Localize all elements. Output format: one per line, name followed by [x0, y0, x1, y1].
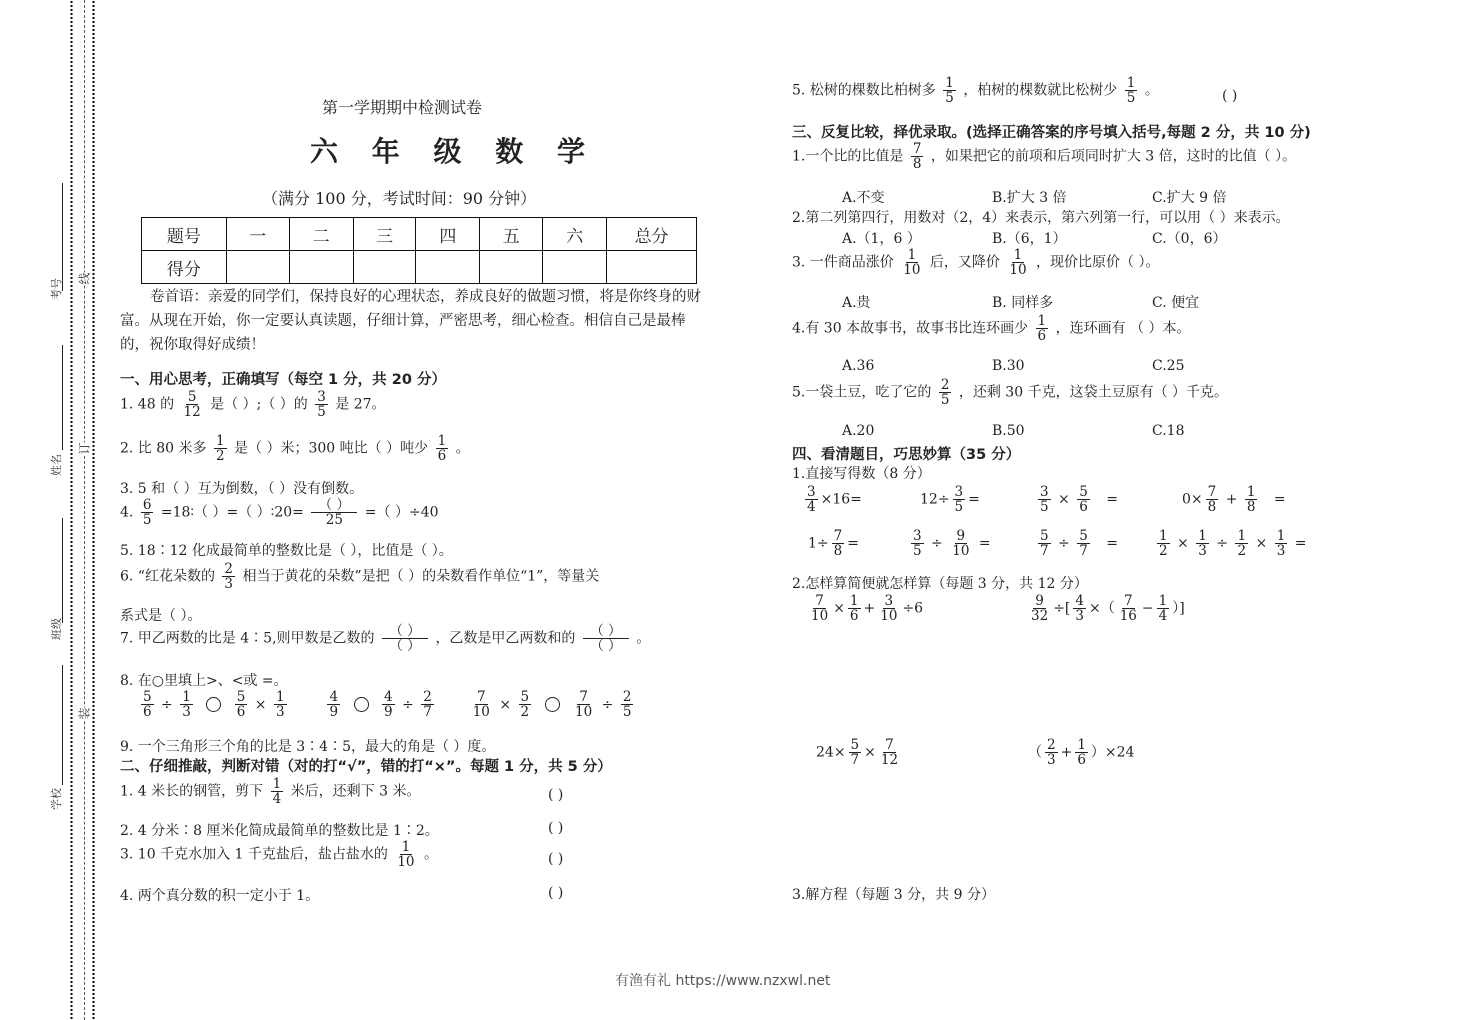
- s4-part-3-title: 3.解方程（每题 3 分，共 9 分）: [792, 887, 995, 903]
- mental-math-6: $\frac{3}{5}$ ÷ $\frac{9}{10}$ =: [913, 528, 991, 560]
- s3-question-4: [792, 314, 1190, 343]
- s2-answer-bracket-1[interactable]: ( ): [548, 787, 564, 803]
- s3-q4-option-b[interactable]: B.30: [992, 358, 1025, 374]
- fraction: $\frac{2}{5}$: [940, 377, 950, 409]
- question-text: 1. 4 米长的钢管，剪下: [120, 783, 264, 800]
- s3-q1-option-b[interactable]: B.扩大 3 倍: [992, 190, 1067, 206]
- s2-answer-bracket-5[interactable]: ( ): [1222, 88, 1238, 104]
- section-2-title: 二、仔细推敲，判断对错（对的打“√”，错的打“×”。每题 1 分，共 5 分）: [120, 759, 612, 775]
- s3-q3-option-c[interactable]: C. 便宜: [1152, 295, 1200, 311]
- s3-q5-option-c[interactable]: C.18: [1152, 423, 1185, 439]
- fraction: $\frac{1}{10}$: [903, 247, 921, 279]
- s3-q3-option-b[interactable]: B. 同样多: [992, 295, 1054, 311]
- s1-question-6: [120, 562, 599, 591]
- compare-circle[interactable]: [206, 697, 221, 712]
- question-text: 是 27。: [335, 396, 386, 413]
- question-text: 5.一袋土豆，吃了它的: [792, 384, 932, 401]
- score-cell[interactable]: [607, 251, 697, 284]
- s2-question-4: 4. 两个真分数的积一定小于 1。: [120, 888, 320, 904]
- school-line[interactable]: [62, 665, 63, 785]
- score-cell[interactable]: [226, 251, 289, 284]
- question-text: 米后，还剩下 3 米。: [290, 783, 421, 800]
- mental-math-2: 12÷ $\frac{3}{5}$ =: [920, 484, 980, 516]
- s3-question-1: [792, 142, 1296, 171]
- s3-q2-option-b[interactable]: B.（6，1）: [992, 231, 1067, 247]
- question-text: 3. 一件商品涨价: [792, 254, 894, 271]
- question-text: =（ ）÷40: [364, 504, 439, 521]
- fraction: $\frac{1}{2}$: [215, 433, 225, 465]
- simplify-expr-2: $\frac{9}{32}$ ÷[ $\frac{4}{3}$ ×（ $\frac{7}{16}$ − $\frac{1}{4}$ ）]: [1031, 593, 1185, 625]
- score-table-header: 总分: [607, 218, 697, 251]
- fraction: $\frac{( )}{25}$: [311, 498, 357, 527]
- fraction: $\frac{1}{10}$: [397, 839, 415, 871]
- section-3-title: 三、反复比较，择优录取。(选择正确答案的序号填入括号,每题 2 分，共 10 分): [792, 125, 1311, 141]
- fraction: $\frac{1}{4}$: [272, 776, 282, 808]
- score-table-score-row: [142, 251, 697, 284]
- question-text: 7. 甲乙两数的比是 4∶5,则甲数是乙数的: [120, 630, 375, 647]
- s2-question-1: [120, 777, 420, 806]
- score-table-header: 二: [289, 218, 353, 251]
- score-cell[interactable]: [416, 251, 480, 284]
- s1-question-9: 9. 一个三角形三个角的比是 3∶4∶5，最大的角是（ ）度。: [120, 739, 496, 755]
- simplify-expr-3: 24× $\frac{5}{7}$ × $\frac{7}{12}$: [816, 737, 899, 769]
- s3-question-3: [792, 248, 1159, 277]
- mental-math-3: $\frac{3}{5}$ × $\frac{5}{6}$ =: [1040, 484, 1118, 516]
- comparison-1: $\frac{5}{6}$ ÷ $\frac{1}{3}$ $\frac{5}{6}$ × $\frac{1}{3}$: [143, 689, 285, 721]
- s1-question-2: [120, 434, 470, 463]
- mental-math-4: 0× $\frac{7}{8}$ + $\frac{1}{8}$ =: [1182, 484, 1286, 516]
- s3-q3-option-a[interactable]: A.贵: [842, 295, 871, 311]
- score-table: [141, 217, 697, 284]
- question-text: 2. 比 80 米多: [120, 440, 207, 457]
- s1-question-5: 5. 18∶12 化成最简单的整数比是（ ），比值是（ ）。: [120, 543, 453, 559]
- s1-question-4: [120, 498, 439, 527]
- question-text: 1. 48 的: [120, 396, 175, 413]
- binding-dotted-line-left: [70, 0, 73, 1020]
- binding-dotted-line-right: [92, 0, 95, 1020]
- simplify-expr-4: （ $\frac{2}{3}$ + $\frac{1}{6}$ ）×24: [1028, 737, 1135, 769]
- cut-mark-line: 线: [77, 272, 92, 285]
- question-text: 3. 10 千克水加入 1 千克盐后，盐占盐水的: [120, 846, 388, 863]
- score-table-header: 五: [480, 218, 543, 251]
- s3-q4-option-a[interactable]: A.36: [842, 358, 875, 374]
- s2-question-5: [792, 76, 1159, 105]
- s3-q1-option-a[interactable]: A.不变: [842, 190, 885, 206]
- question-text: 1.一个比的比值是: [792, 148, 904, 165]
- cut-mark-bind: 装: [77, 707, 92, 720]
- score-cell[interactable]: [543, 251, 607, 284]
- question-text: ，现价比原价（ ）。: [1036, 254, 1160, 271]
- s1-question-8-comparisons: [138, 690, 636, 719]
- fraction: $\frac{7}{8}$: [912, 141, 922, 173]
- question-text: 。: [636, 630, 651, 647]
- mental-math-7: $\frac{5}{7}$ ÷ $\frac{5}{7}$ =: [1040, 528, 1118, 560]
- s4-part-1-title: 1.直接写得数（8 分）: [792, 466, 931, 482]
- fraction: $\frac{1}{5}$: [1126, 75, 1136, 107]
- mental-math-8: $\frac{1}{2}$ × $\frac{1}{3}$ ÷ $\frac{1}{2}$ × $\frac{1}{3}$ =: [1159, 528, 1307, 560]
- question-text: 。: [423, 846, 438, 863]
- fraction: $\frac{2}{3}$: [224, 561, 234, 593]
- question-text: =18∶（ ）=（ ）∶20=: [160, 504, 304, 521]
- score-row-label: 得分: [142, 251, 227, 284]
- s1-question-1: [120, 390, 386, 419]
- score-table-header: 题号: [142, 218, 227, 251]
- exam-info: （满分 100 分，考试时间：90 分钟）: [262, 189, 537, 208]
- question-text: ，还剩 30 千克，这袋土豆原有（ ）千克。: [958, 384, 1229, 401]
- score-table-header-row: [142, 218, 697, 251]
- section-1-title: 一、用心思考，正确填写（每空 1 分，共 20 分）: [120, 372, 446, 388]
- s2-answer-bracket-4[interactable]: ( ): [548, 885, 564, 901]
- question-text: ，如果把它的前项和后项同时扩大 3 倍，这时的比值（ ）。: [930, 148, 1297, 165]
- score-table-header: 一: [226, 218, 289, 251]
- s2-question-3: [120, 840, 438, 869]
- fraction: $\frac{1}{6}$: [1037, 313, 1047, 345]
- compare-circle[interactable]: [545, 697, 560, 712]
- question-text: 6. “红花朵数的: [120, 568, 215, 585]
- fraction: $\frac{6}{5}$: [142, 497, 152, 529]
- question-text: 相当于黄花的朵数”是把（ ）的朵数看作单位“1”，等量关: [242, 568, 600, 585]
- compare-circle[interactable]: [354, 697, 369, 712]
- score-cell[interactable]: [480, 251, 543, 284]
- binding-dashed-line: [84, 0, 85, 1020]
- s3-q4-option-c[interactable]: C.25: [1152, 358, 1185, 374]
- question-text: 4.: [120, 504, 134, 521]
- score-cell[interactable]: [353, 251, 416, 284]
- score-table-header: 四: [416, 218, 480, 251]
- exam-subtitle: 第一学期期中检测试卷: [322, 98, 483, 117]
- s3-q2-option-c[interactable]: C.（0，6）: [1152, 231, 1227, 247]
- s1-question-8: 8. 在○里填上>、<或 =。: [120, 673, 288, 689]
- fraction: $\frac{( )}{( )}$: [382, 624, 428, 653]
- question-text: 4.有 30 本故事书，故事书比连环画少: [792, 320, 1029, 337]
- s3-question-5: [792, 378, 1228, 407]
- s4-part-2-title: 2.怎样算简便就怎样算（每题 3 分，共 12 分）: [792, 576, 1088, 592]
- mental-math-5: 1÷ $\frac{7}{8}$ =: [808, 528, 859, 560]
- s1-question-3: 3. 5 和（ ）互为倒数，（ ）没有倒数。: [120, 481, 364, 497]
- mental-math-1: $\frac{3}{4}$ ×16=: [807, 484, 862, 516]
- question-text: 后，又降价: [929, 254, 1000, 271]
- question-text: ，柏树的棵数就比松树少: [963, 82, 1118, 99]
- s3-q2-option-a[interactable]: A.（1，6 ）: [842, 231, 921, 247]
- fraction: $\frac{1}{10}$: [1009, 247, 1027, 279]
- question-text: 是（ ）米；300 吨比（ ）吨少: [234, 440, 429, 457]
- comparison-2: $\frac{4}{9}$ $\frac{4}{9}$ ÷ $\frac{2}{7}$: [329, 689, 432, 721]
- section-4-title: 四、看清题目，巧思妙算（35 分）: [792, 447, 1021, 463]
- fraction: $\frac{( )}{( )}$: [583, 624, 629, 653]
- fraction: $\frac{1}{6}$: [437, 433, 447, 465]
- comparison-3: $\frac{7}{10}$ × $\frac{5}{2}$ $\frac{7}{10}$ ÷ $\frac{2}{5}$: [472, 689, 632, 721]
- exam-title: 六 年 级 数 学: [310, 135, 597, 168]
- school-label: 学校: [50, 788, 63, 810]
- fraction: $\frac{3}{5}$: [317, 389, 326, 421]
- class-label: 班级: [50, 618, 63, 640]
- score-table-header: 六: [543, 218, 607, 251]
- s2-question-2: 2. 4 分米∶8 厘米化简成最简单的整数比是 1∶2。: [120, 823, 439, 839]
- exam-number-label: 考号: [50, 278, 63, 300]
- simplify-expr-1: $\frac{7}{10}$ × $\frac{1}{6}$ + $\frac{3}{10}$ ÷6: [811, 593, 924, 625]
- intro-text: 卷首语：亲爱的同学们，保持良好的心理状态，养成良好的做题习惯，将是你终身的财富。从现在开始，你一定要认真读题，仔细计算，严密思考，细心检查。相信自己是最棒的，祝你取得好成绩！: [120, 289, 701, 353]
- footer-watermark: 有渔有礼 https://www.nzxwl.net: [615, 973, 831, 989]
- score-table-header: 三: [353, 218, 416, 251]
- s1-question-7: [120, 624, 650, 653]
- s3-q5-option-a[interactable]: A.20: [842, 423, 875, 439]
- name-line[interactable]: [62, 345, 63, 450]
- question-text: 5. 松树的棵数比柏树多: [792, 82, 936, 99]
- s2-answer-bracket-3[interactable]: ( ): [548, 851, 564, 867]
- question-text: ，连环画有 （ ）本。: [1055, 320, 1191, 337]
- s1-question-6-cont: 系式是（ ）。: [120, 608, 202, 624]
- score-cell[interactable]: [289, 251, 353, 284]
- question-text: 。: [455, 440, 470, 457]
- question-text: ，乙数是甲乙两数和的: [435, 630, 576, 647]
- class-line[interactable]: [62, 518, 63, 623]
- fraction: $\frac{1}{5}$: [945, 75, 954, 107]
- cut-mark-staple: 订: [77, 442, 92, 455]
- s2-answer-bracket-2[interactable]: ( ): [548, 820, 564, 836]
- s3-question-2: 2.第二列第四行，用数对（2，4）来表示，第六列第一行，可以用（ ）来表示。: [792, 210, 1290, 226]
- question-text: 是（ ）;（ ）的: [210, 396, 308, 413]
- name-label: 姓名: [50, 454, 63, 476]
- s3-q5-option-b[interactable]: B.50: [992, 423, 1025, 439]
- question-text: 。: [1144, 82, 1159, 99]
- s3-q1-option-c[interactable]: C.扩大 9 倍: [1152, 190, 1227, 206]
- fraction: $\frac{5}{12}$: [183, 389, 201, 421]
- exam-number-line[interactable]: [62, 183, 63, 291]
